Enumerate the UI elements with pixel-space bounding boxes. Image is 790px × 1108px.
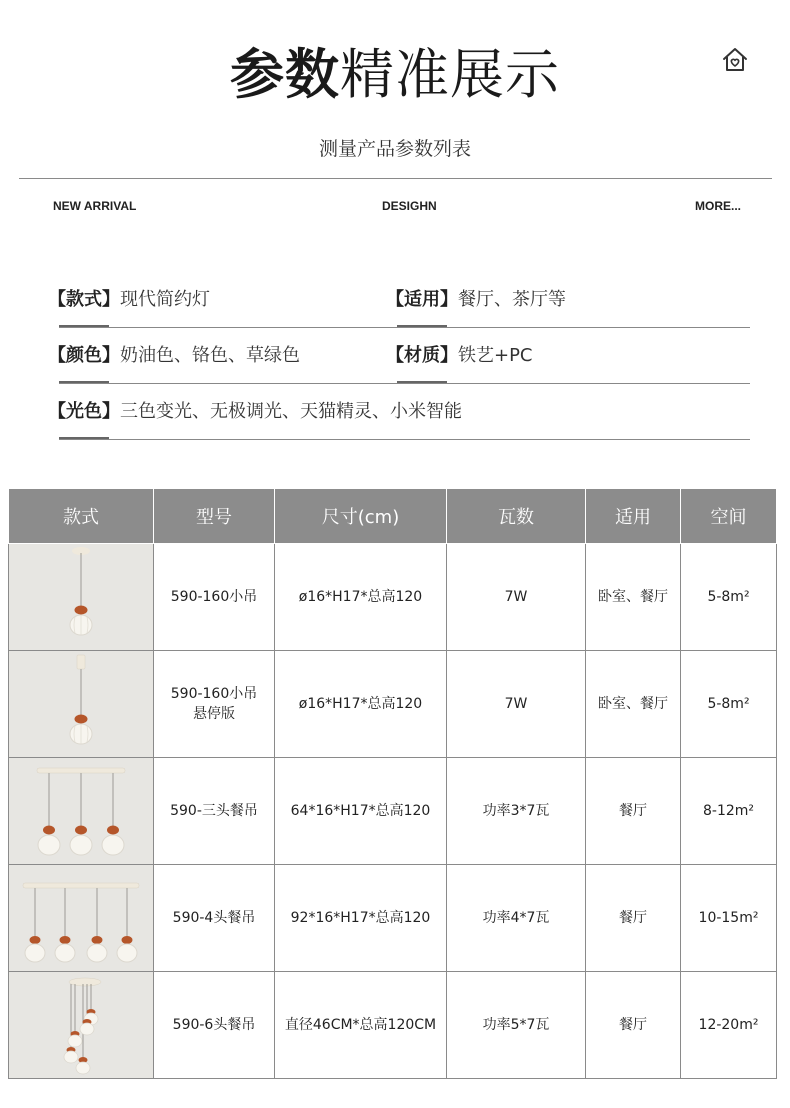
table-row (9, 758, 777, 865)
pendant-lamp-image (9, 651, 153, 757)
spec-key: 【适用】 (386, 289, 458, 310)
spec-value: 餐厅、茶厅等 (458, 289, 566, 310)
cell-wattage: 7W (447, 651, 586, 758)
table-row (9, 972, 777, 1079)
spec-divider (59, 327, 750, 328)
divider (19, 178, 772, 179)
header-wattage: 瓦数 (447, 489, 586, 544)
header-size: 尺寸(cm) (275, 489, 447, 544)
home-heart-icon[interactable] (720, 44, 750, 74)
cell-usage: 卧室、餐厅 (586, 651, 681, 758)
spec-divider (59, 439, 750, 440)
spec-key: 【款式】 (48, 289, 120, 310)
cell-model (154, 544, 275, 651)
cell-space: 10-15m² (681, 865, 777, 972)
spec-key: 【光色】 (48, 401, 120, 422)
nav-more[interactable]: MORE... (695, 199, 742, 213)
spec-style (48, 288, 210, 312)
spec-light-color (48, 400, 462, 424)
table-row (9, 651, 777, 758)
cell-size: 64*16*H17*总高120 (275, 758, 447, 865)
product-image (9, 972, 154, 1079)
cell-wattage: 功率3*7瓦 (447, 758, 586, 865)
nav-new-arrival[interactable]: NEW ARRIVAL (53, 199, 137, 213)
product-image (9, 865, 154, 972)
model-text: 590-4头餐吊 (172, 910, 256, 926)
pendant-lamp-image (9, 544, 153, 650)
cell-usage: 卧室、餐厅 (586, 544, 681, 651)
table-row (9, 544, 777, 651)
subtitle: 测量产品参数列表 (318, 138, 471, 160)
model-text: 590-160小吊 (170, 589, 258, 605)
cell-usage: 餐厅 (586, 865, 681, 972)
cell-wattage: 功率4*7瓦 (447, 865, 586, 972)
cell-size: 92*16*H17*总高120 (275, 865, 447, 972)
table-row (9, 865, 777, 972)
cell-model (154, 651, 275, 758)
cell-space: 5-8m² (681, 651, 777, 758)
header-usage: 适用 (586, 489, 681, 544)
product-image (9, 544, 154, 651)
cell-size: ø16*H17*总高120 (275, 651, 447, 758)
cell-model (154, 972, 275, 1079)
header-space: 空间 (681, 489, 777, 544)
cell-space: 12-20m² (681, 972, 777, 1079)
spec-divider (59, 383, 750, 384)
pendant-lamp-image (9, 972, 153, 1078)
nav-design[interactable]: DESIGHN (382, 199, 437, 213)
cell-model (154, 865, 275, 972)
cell-size: ø16*H17*总高120 (275, 544, 447, 651)
spec-key: 【材质】 (386, 345, 458, 366)
header-model: 型号 (154, 489, 275, 544)
spec-value: 奶油色、铬色、草绿色 (120, 345, 300, 366)
product-image (9, 758, 154, 865)
cell-model (154, 758, 275, 865)
spec-value: 三色变光、无极调光、天猫精灵、小米智能 (120, 401, 462, 422)
cell-wattage: 功率5*7瓦 (447, 972, 586, 1079)
header-style: 款式 (9, 489, 154, 544)
spec-value: 现代简约灯 (120, 289, 210, 310)
pendant-lamp-image (9, 758, 153, 864)
spec-usage (386, 288, 566, 312)
model-text: 590-6头餐吊 (172, 1017, 256, 1033)
cell-size: 直径46CM*总高120CM (275, 972, 447, 1079)
title-bold: 参数 (230, 43, 340, 106)
params-table (8, 488, 777, 1079)
spec-value: 铁艺+PC (458, 345, 533, 366)
cell-usage: 餐厅 (586, 758, 681, 865)
cell-space: 8-12m² (681, 758, 777, 865)
model-text-line2: 悬停版 (193, 706, 235, 722)
spec-color (48, 344, 300, 368)
model-text: 590-160小吊 (170, 686, 258, 702)
cell-wattage: 7W (447, 544, 586, 651)
model-text: 590-三头餐吊 (170, 803, 258, 819)
table-header-row (9, 489, 777, 544)
cell-space: 5-8m² (681, 544, 777, 651)
cell-usage: 餐厅 (586, 972, 681, 1079)
spec-material (386, 344, 533, 368)
page-title (0, 40, 790, 110)
title-light: 精准展示 (340, 43, 560, 106)
product-image (9, 651, 154, 758)
spec-key: 【颜色】 (48, 345, 120, 366)
pendant-lamp-image (9, 865, 153, 971)
